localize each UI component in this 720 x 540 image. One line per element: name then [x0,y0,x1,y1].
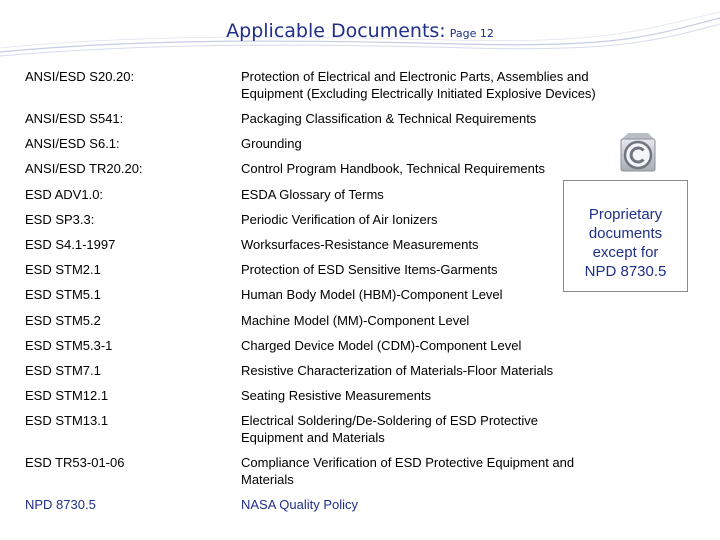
copyright-icon [618,131,658,173]
doc-desc: Grounding [241,136,302,151]
doc-desc [241,68,596,102]
doc-desc-line: Equipment and Materials [241,430,385,445]
doc-code: ESD STM5.3-1 [25,338,113,353]
note-line: except for [592,244,659,261]
proprietary-note [563,180,688,292]
doc-code: NPD 8730.5 [25,497,96,512]
doc-desc-line: Materials [241,472,294,487]
doc-code: ESD TR53-01-06 [25,455,125,470]
doc-code: ESD STM13.1 [25,413,109,428]
page-title [0,20,720,42]
doc-desc: Control Program Handbook, Technical Requirements [241,161,545,176]
doc-desc: Human Body Model (HBM)-Component Level [241,287,503,302]
doc-desc-line: Electrical Soldering/De-Soldering of ESD Protective [241,413,538,428]
doc-desc [241,454,574,488]
doc-code: ANSI/ESD S20.20: [25,69,135,84]
doc-code: ESD STM12.1 [25,388,109,403]
doc-code: ESD STM7.1 [25,363,101,378]
doc-desc: NASA Quality Policy [241,497,359,512]
doc-desc: Seating Resistive Measurements [241,388,432,403]
doc-desc: Machine Model (MM)-Component Level [241,313,470,328]
doc-desc-line: Protection of Electrical and Electronic Parts, Assemblies and [241,69,589,84]
title-text: Applicable Documents: [226,20,446,42]
doc-code: ESD SP3.3: [25,212,95,227]
doc-code: ESD STM2.1 [25,262,101,277]
doc-desc-line: Compliance Verification of ESD Protective Equipment and [241,455,575,470]
doc-desc: Packaging Classification & Technical Requirements [241,111,537,126]
doc-desc: Worksurfaces-Resistance Measurements [241,237,479,252]
doc-code: ANSI/ESD TR20.20: [25,161,143,176]
note-line: NPD 8730.5 [584,263,667,280]
doc-desc: Charged Device Model (CDM)-Component Level [241,338,522,353]
doc-desc: Resistive Characterization of Materials-Floor Materials [241,363,554,378]
page-number: Page 12 [449,27,494,40]
doc-code: ESD S4.1-1997 [25,237,116,252]
doc-code: ANSI/ESD S541: [25,111,124,126]
doc-desc [241,412,538,446]
doc-desc: Periodic Verification of Air Ionizers [241,212,438,227]
doc-code: ANSI/ESD S6.1: [25,136,120,151]
doc-code: ESD ADV1.0: [25,187,104,202]
doc-code: ESD STM5.1 [25,287,101,302]
doc-desc: Protection of ESD Sensitive Items-Garments [241,262,498,277]
doc-desc-line: Equipment (Excluding Electrically Initiated Explosive Devices) [241,86,596,101]
doc-code: ESD STM5.2 [25,313,101,328]
doc-desc: ESDA Glossary of Terms [241,187,384,202]
note-line: Proprietary [588,206,663,223]
note-line: documents [588,225,663,242]
